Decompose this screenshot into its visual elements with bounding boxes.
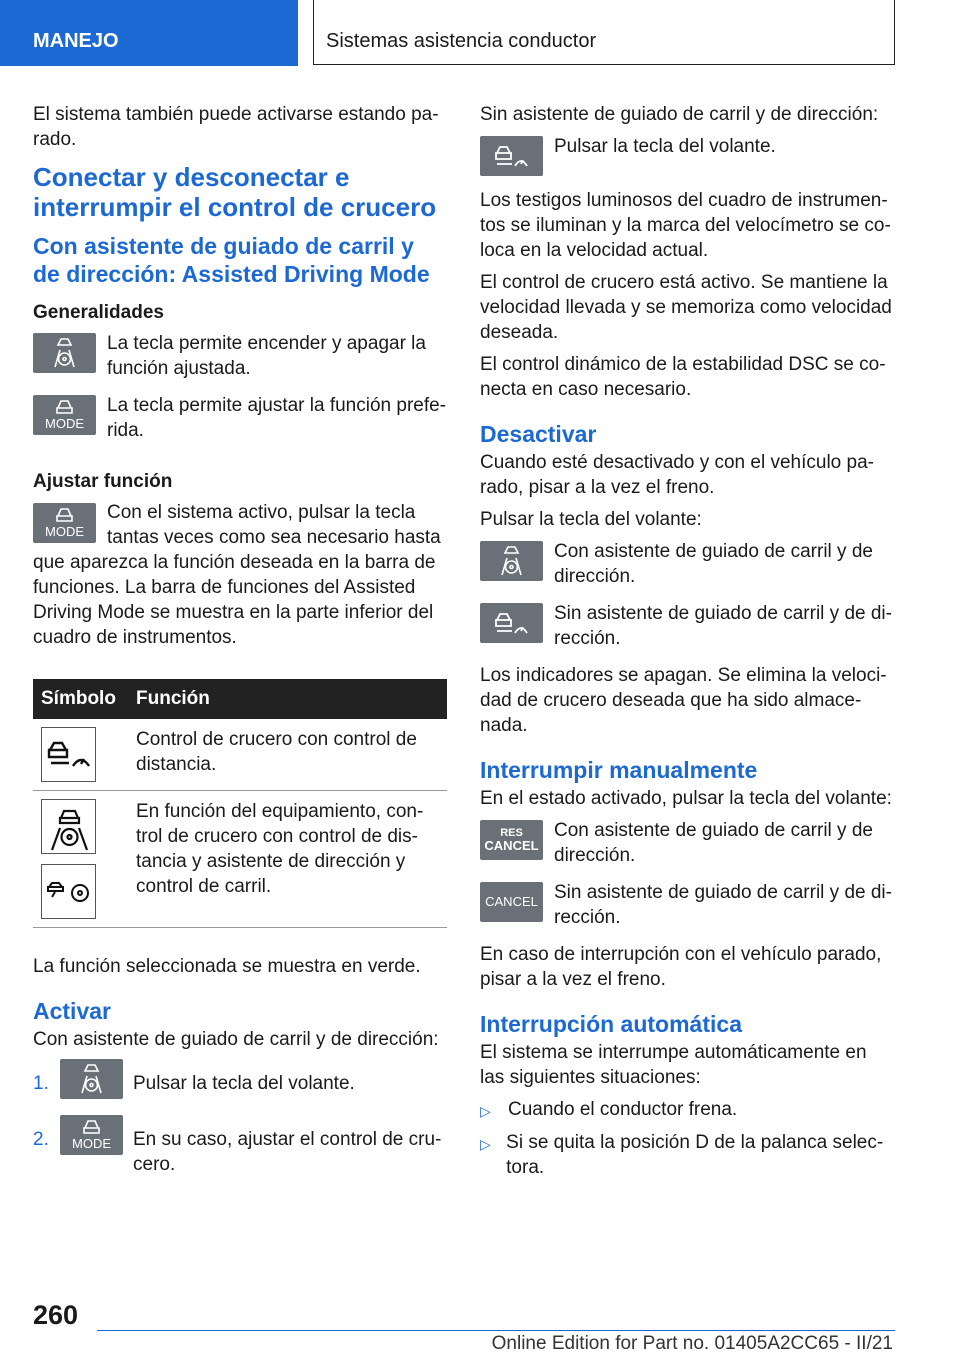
step-text: En su caso, ajustar el control de cru-cero. bbox=[133, 1129, 442, 1175]
mode-button-icon bbox=[60, 1115, 123, 1155]
ajustar-block bbox=[33, 500, 447, 657]
steering-assist-symbol-icon bbox=[41, 799, 96, 854]
step-number: 1. bbox=[33, 1073, 49, 1094]
triangle-bullet-icon: ▷ bbox=[480, 1103, 491, 1119]
col-function: Función bbox=[128, 679, 447, 719]
cruise-button-icon bbox=[480, 603, 543, 643]
paragraph: Los testigos luminosos del cuadro de instrumen-tos se iluminan y la marca del velocímetro se co-loca en la velocidad actual. bbox=[480, 190, 891, 261]
step-text: Pulsar la tecla del volante. bbox=[133, 1073, 355, 1094]
sin-text: Pulsar la tecla del volante. bbox=[554, 136, 776, 157]
mode-label: MODE bbox=[45, 524, 84, 539]
assist-button-icon bbox=[33, 333, 96, 373]
assist-button-icon bbox=[480, 541, 543, 581]
sin-title: Sin asistente de guiado de carril y de dirección: bbox=[480, 104, 879, 125]
ajustar-heading: Ajustar función bbox=[33, 471, 173, 492]
res-cancel-button-icon bbox=[480, 820, 543, 860]
desactivar-text: Cuando esté desactivado y con el vehículo pa-rado, pisar a la vez el freno. bbox=[480, 452, 874, 498]
des-item-text: Con asistente de guiado de carril y de dirección. bbox=[554, 541, 873, 587]
gen-item-text: La tecla permite ajustar la función prefe-rida. bbox=[107, 395, 447, 441]
list-item bbox=[33, 1115, 447, 1177]
int-item-text: Sin asistente de guiado de carril y de di-rección. bbox=[554, 882, 892, 928]
activar-heading: Activar bbox=[33, 998, 111, 1024]
lane-control-symbol-icon bbox=[41, 864, 96, 919]
activar-text: Con asistente de guiado de carril y de dirección: bbox=[33, 1029, 439, 1050]
des-item-text: Sin asistente de guiado de carril y de di-rección. bbox=[554, 603, 892, 649]
symbol-table bbox=[33, 679, 447, 928]
generalidades-heading: Generalidades bbox=[33, 302, 164, 323]
list-item: ▷ Cuando el conductor frena. bbox=[480, 1097, 894, 1124]
assist-button-icon bbox=[60, 1059, 123, 1099]
left-column bbox=[33, 102, 447, 1193]
int-item bbox=[480, 880, 894, 930]
paragraph: El control de crucero está activo. Se mantiene la velocidad llevada y se memoriza como velocidad deseada. bbox=[480, 272, 892, 343]
edition-text: Online Edition for Part no. 01405A2CC65 - II/21 bbox=[491, 1333, 893, 1354]
after-table-text: La función seleccionada se muestra en verde. bbox=[33, 956, 421, 977]
table-cell: En función del equipamiento, con-trol de crucero con control de dis-tancia y asistente de dirección y control de carril. bbox=[128, 791, 447, 928]
table-cell: Control de crucero con control de distancia. bbox=[128, 719, 447, 791]
desactivar-text: Pulsar la tecla del volante: bbox=[480, 509, 702, 530]
section-label: MANEJO bbox=[0, 0, 298, 66]
des-item bbox=[480, 539, 894, 589]
int-after-text: En caso de interrupción con el vehículo parado, pisar a la vez el freno. bbox=[480, 944, 882, 990]
sin-item bbox=[480, 134, 894, 176]
list-item: ▷ Si se quita la posición D de la palanca selec-tora. bbox=[480, 1132, 884, 1178]
table-row bbox=[33, 719, 447, 791]
list-item bbox=[33, 1059, 447, 1099]
gen-item bbox=[33, 393, 447, 443]
int-item-text: Con asistente de guiado de carril y de dirección. bbox=[554, 820, 873, 866]
table-row bbox=[33, 791, 447, 928]
intro-text: El sistema también puede activarse estando pa-rado. bbox=[33, 104, 439, 150]
int-item bbox=[480, 818, 894, 868]
auto-heading: Interrupción automática bbox=[480, 1011, 742, 1037]
gen-item-text: La tecla permite encender y apagar la función ajustada. bbox=[107, 333, 426, 379]
cruise-distance-symbol-icon bbox=[41, 727, 96, 782]
interrumpir-heading: Interrumpir manualmente bbox=[480, 757, 758, 783]
cancel-label: CANCEL bbox=[484, 838, 539, 853]
interrumpir-text: En el estado activado, pulsar la tecla del volante: bbox=[480, 788, 892, 809]
ajustar-text: Con el sistema activo, pulsar la tecla tantas veces como sea necesario hasta que aparezca la función deseada en la barra de funciones. La barra de funciones del Assisted Driving Mode se muestra en la parte inferior del cuadro de instrumentos. bbox=[33, 502, 441, 648]
res-label: RES bbox=[500, 827, 523, 839]
page-header bbox=[0, 0, 960, 66]
auto-text: El sistema se interrumpe automáticamente en las siguientes situaciones: bbox=[480, 1042, 867, 1088]
mode-button-icon bbox=[33, 503, 96, 543]
footer-divider bbox=[97, 1330, 895, 1331]
right-column bbox=[480, 102, 894, 1186]
triangle-bullet-icon: ▷ bbox=[480, 1136, 491, 1152]
desactivar-heading: Desactivar bbox=[480, 421, 597, 447]
cancel-button-icon bbox=[480, 882, 543, 922]
page-number: 260 bbox=[33, 1300, 79, 1330]
mode-button-icon bbox=[33, 395, 96, 435]
subsection-heading: Con asistente de guiado de carril y de dirección: Assisted Driving Mode bbox=[33, 233, 430, 287]
des-after-text: Los indicadores se apagan. Se elimina la veloci-dad de crucero deseada que ha sido almace-nada. bbox=[480, 665, 887, 736]
mode-label: MODE bbox=[45, 416, 84, 431]
mode-label: MODE bbox=[72, 1136, 111, 1151]
cruise-button-icon bbox=[480, 136, 543, 176]
des-item bbox=[480, 601, 894, 651]
col-symbol: Símbolo bbox=[33, 679, 128, 719]
bullet-list bbox=[480, 1097, 894, 1180]
step-number: 2. bbox=[33, 1129, 49, 1150]
cancel-label: CANCEL bbox=[485, 894, 538, 909]
gen-item bbox=[33, 331, 447, 381]
chapter-title: Sistemas asistencia conductor bbox=[313, 0, 895, 65]
section-heading: Conectar y desconectar e interrumpir el control de crucero bbox=[33, 162, 437, 222]
paragraph: El control dinámico de la estabilidad DSC se co-necta en caso necesario. bbox=[480, 354, 886, 400]
